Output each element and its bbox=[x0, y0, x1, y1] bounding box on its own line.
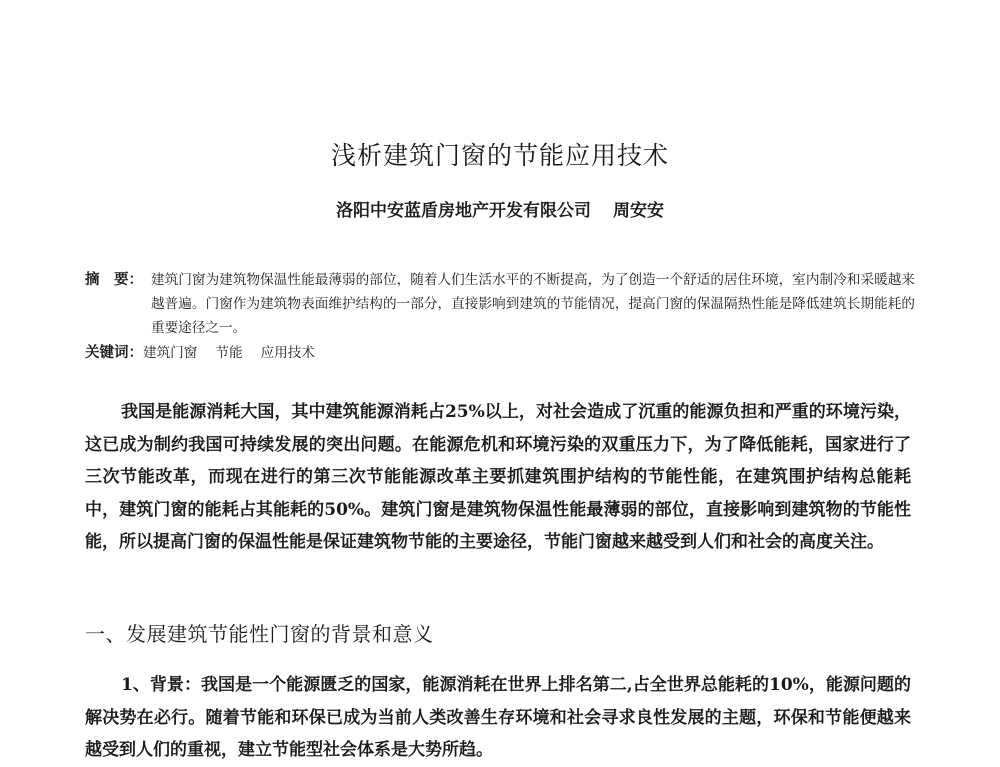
keyword: 节能 bbox=[215, 345, 243, 361]
abstract-text: 建筑门窗为建筑物保温性能最薄弱的部位，随着人们生活水平的不断提高，为了创造一个舒适的居住环境，室内制冷和采暖越来越普遍。门窗作为建筑物表面维护结构的一部分，直接影响到建筑的节能情况，提高门窗的保温隔热性能是降低建筑长期能耗的重要途径之一。 bbox=[151, 272, 915, 336]
author: 周安安 bbox=[613, 201, 664, 221]
intro-paragraph: 我国是能源消耗大国，其中建筑能源消耗占25%以上，对社会造成了沉重的能源负担和严重的环境污染，这已成为制约我国可持续发展的突出问题。在能源危机和环境污染的双重压力下，为了降低能耗，国家进行了三次节能改革，而现在进行的第三次节能能源改革主要抓建筑围护结构的节能性能，在建筑围护结构总能耗中，建筑门窗的能耗占其能耗的50%。建筑门窗是建筑物保温性能最薄弱的部位，直接影响到建筑物的节能性能，所以提高门窗的保温性能是保证建筑物节能的主要途径，节能门窗越来越受到人们和社会的高度关注。 bbox=[85, 402, 911, 552]
paper-title: 浅析建筑门窗的节能应用技术 bbox=[330, 141, 669, 170]
affiliation: 洛阳中安蓝盾房地产开发有限公司 bbox=[336, 201, 591, 221]
subsection-lead: 1、背景： bbox=[121, 675, 201, 695]
byline bbox=[0, 196, 1000, 221]
subsection-paragraph bbox=[85, 669, 911, 767]
keywords bbox=[85, 342, 333, 364]
abstract-label: 摘 要： bbox=[85, 271, 143, 288]
subsection-text: 我国是一个能源匮乏的国家，能源消耗在世界上排名第二,占全世界总能耗的10%，能源问题的解决势在必行。随着节能和环保已成为当前人类改善生存环境和社会寻求良性发展的主题，环保和节能便越来越受到人们的重视，建立节能型社会体系是大势所趋。 bbox=[85, 675, 911, 760]
keyword: 建筑门窗 bbox=[143, 345, 198, 361]
keyword: 应用技术 bbox=[260, 345, 315, 361]
keywords-label: 关键词： bbox=[85, 344, 143, 361]
section-heading: 一、发展建筑节能性门窗的背景和意义 bbox=[85, 622, 434, 646]
abstract bbox=[85, 268, 915, 340]
